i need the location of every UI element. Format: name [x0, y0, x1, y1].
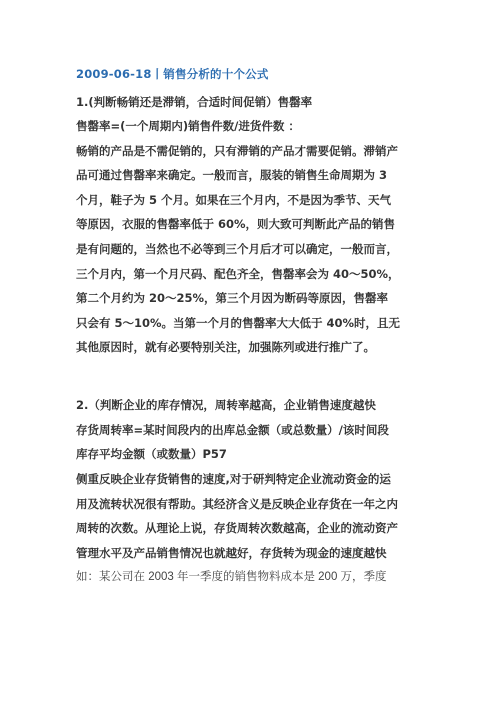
section1-text-line: 第二个月约为 20～25%，第三个月因为断码等原因，售罄率 [76, 291, 389, 305]
section2-text-line: 周转的次数。从理论上说，存货周转次数越高，企业的流动资产 [76, 521, 398, 535]
section1-text-line: 是有问题的，当然也不必等到三个月后才可以确定，一般而言， [76, 242, 398, 256]
section2-text-line: 管理水平及产品销售情况也就越好，存货转为现金的速度越快 [76, 546, 387, 560]
section1-heading: 1.(判断畅销还是滞销，合适时间促销）售罄率 [76, 95, 313, 109]
section1-text-line: 个月，鞋子为 5 个月。如果在三个月内，不是因为季节、天气 [76, 193, 392, 207]
section2-heading: 2.（判断企业的库存情况，周转率越高，企业销售速度越快 [76, 398, 376, 412]
section1-text-line: 等原因，衣服的售罄率低于 60%，则大致可判断此产品的销售 [76, 217, 396, 231]
section1-formula: 售罄率=(一个周期内)销售件数/进货件数 ： [76, 119, 300, 133]
section2-formula: 存货周转率=某时间段内的出库总金额（或总数量）/该时间段 [76, 423, 389, 437]
post-title: 2009-06-18丨销售分析的十个公式 [76, 67, 269, 81]
section1-text-line: 畅销的产品是不需促销的，只有滞销的产品才需要促销。滞销产 [76, 144, 398, 158]
section2-formula-cont: 库存平均金额（或数量）P57 [76, 447, 227, 461]
section1-text-line: 三个月内，第一个月尺码、配色齐全，售罄率会为 40～50%， [76, 267, 400, 281]
section2-text-line: 侧重反映企业存货销售的速度,对于研判特定企业流动资金的运 [76, 472, 391, 486]
section1-text-line: 只会有 5～10%。当第一个月的售罄率大大低于 40%时，且无 [76, 316, 401, 330]
section1-text-line: 品可通过售罄率来确定。一般而言，服装的销售生命周期为 3 [76, 168, 388, 182]
section2-example-line: 如：某公司在 2003 年一季度的销售物料成本是 200 万，季度 [76, 571, 387, 583]
section1-text-line: 其他原因时，就有必要特别关注，加强陈列或进行推广了。 [76, 340, 375, 354]
section2-text-line: 用及流转状况很有帮助。其经济含义是反映企业存货在一年之内 [76, 497, 398, 511]
